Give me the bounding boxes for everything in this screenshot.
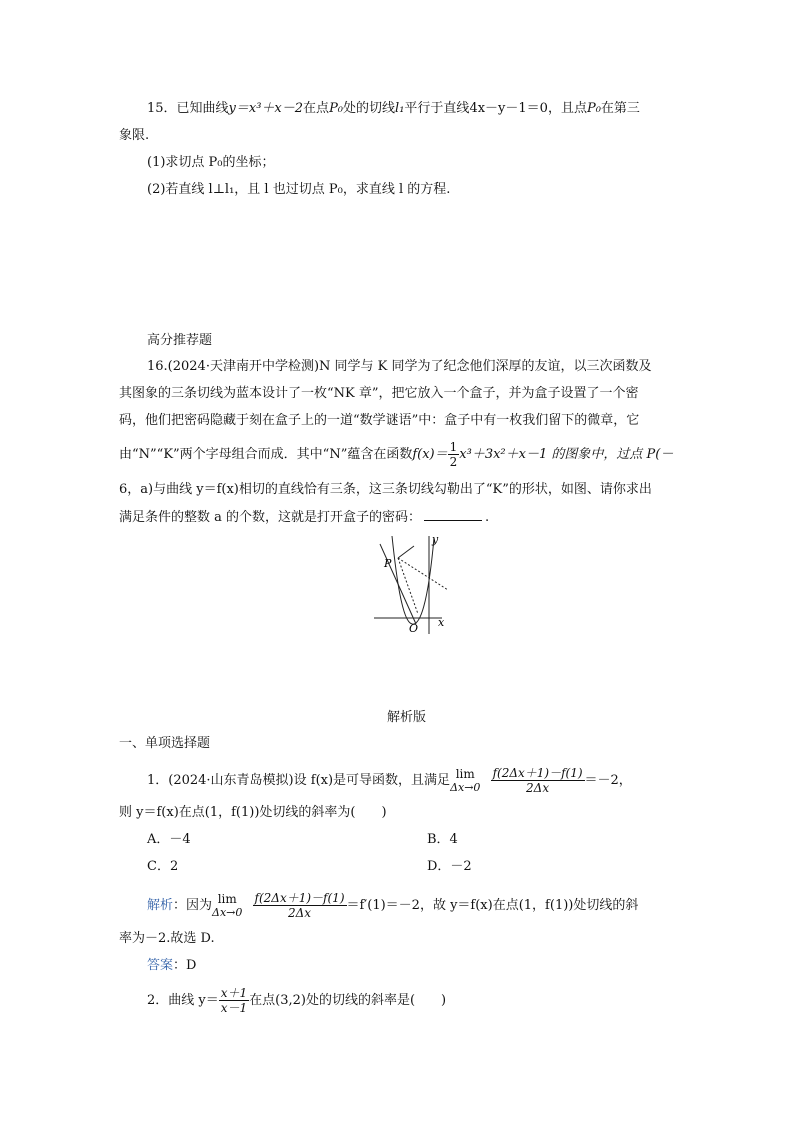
q15-point: P₀	[586, 101, 601, 116]
solution-label: 解析	[147, 898, 174, 913]
frac-denominator: 2	[449, 455, 458, 469]
q15-line2: 象限.	[119, 128, 150, 143]
q1-sol-fraction	[253, 891, 347, 920]
q16-text: .	[485, 510, 490, 525]
q2-text: 2．曲线 y＝	[147, 993, 219, 1008]
frac-denominator: 2Δx	[253, 905, 347, 920]
lim-sub: Δx→0	[212, 905, 243, 919]
label-P: P	[384, 557, 392, 570]
section-single-choice: 一、单项选择题	[119, 736, 211, 751]
q1-text: ＝f′(1)＝－2，故 y＝f(x)在点(1，f(1))处切线的斜	[346, 898, 639, 913]
limit	[450, 768, 480, 794]
lim-word: lim	[455, 766, 475, 781]
q15-tangent: l₁	[395, 101, 405, 116]
frac-denominator: 2Δx	[491, 780, 585, 795]
lim-sub: Δx→0	[450, 780, 481, 794]
q15-line-eq: 4x－y－1＝0	[469, 101, 548, 116]
q16-line4	[119, 440, 673, 469]
q15-point: P₀	[329, 101, 344, 116]
q1-solution-line2: 率为－2.故选 D.	[119, 931, 215, 946]
frac-numerator: f(2Δx＋1)－f(1)	[254, 891, 345, 905]
q2-fraction	[219, 986, 249, 1015]
label-O: O	[409, 622, 419, 635]
q16-line6	[119, 509, 489, 526]
q15-text: 15．已知曲线	[147, 101, 229, 116]
label-y: y	[432, 534, 439, 546]
q15-text: ，且点	[547, 101, 587, 116]
frac-numerator: f(2Δx＋1)－f(1)	[492, 766, 583, 780]
q1-solution-line1	[147, 891, 638, 920]
q1-text: ＝－2，	[584, 773, 632, 788]
q1-text: 1．(2024·山东青岛模拟)设 f(x)是可导函数，且满足	[147, 773, 451, 788]
q16-line3: 码，他们把密码隐藏于刻在盒子上的一道“数学谜语”中：盒子中有一枚我们留下的微章，它	[119, 413, 640, 428]
answer-label: 答案	[147, 958, 174, 973]
q1-text: ：因为	[173, 898, 213, 913]
q15-text: 在第三	[600, 101, 640, 116]
q16-text: 满足条件的整数 a 的个数，这就是打开盒子的密码：	[119, 510, 422, 525]
q15-text: 平行于直线	[404, 101, 470, 116]
q16-line5: 6，a)与曲线 y＝f(x)相切的直线恰有三条，这三条切线勾勒出了“K”的形状，如图、请你求出	[119, 482, 652, 497]
q1-answer	[147, 958, 196, 974]
cubic-curve	[392, 536, 434, 624]
answer-section-title: 解析版	[387, 710, 427, 725]
q2-text: 在点(3,2)处的切线的斜率是( )	[249, 993, 447, 1008]
q16-function: f(x)＝	[412, 447, 448, 462]
section-high-score: 高分推荐题	[147, 333, 213, 348]
q15-curve: y＝x³＋x－2	[228, 101, 304, 116]
q15-part2: (2)若直线 l⊥l₁，且 l 也过切点 P₀，求直线 l 的方程.	[147, 182, 451, 197]
frac-numerator: x＋1	[220, 986, 248, 1000]
q16-text: 由“N”“K”两个字母组合而成．其中“N”蕴含在函数	[119, 447, 413, 462]
q15-line1	[147, 101, 640, 117]
q16-line2: 其图象的三条切线为蓝本设计了一枚“NK 章”，把它放入一个盒子，并为盒子设置了一个密	[119, 386, 639, 401]
q15-text: 在点	[303, 101, 330, 116]
answer-blank[interactable]	[424, 509, 482, 521]
q16-text: x³＋3x²＋x－1 的图象中，过点 P(－	[459, 447, 674, 462]
q1-option-d[interactable]: D．－2	[427, 859, 472, 874]
tangent-line-4	[398, 546, 414, 558]
q16-line1: 16.(2024·天津南开中学检测)N 同学与 K 同学为了纪念他们深厚的友谊，以三次函数及	[147, 359, 652, 374]
frac-denominator: x－1	[220, 1001, 248, 1015]
q1-fraction	[491, 766, 585, 795]
q1-answer-value: ：D	[173, 958, 197, 973]
tangent-line-3	[398, 558, 448, 590]
tangent-figure	[372, 534, 452, 638]
q1-option-c[interactable]: C．2	[147, 859, 179, 874]
q15-part1: (1)求切点 P₀的坐标；	[147, 155, 275, 170]
q1-option-b[interactable]: B．4	[427, 832, 458, 847]
q2-line1	[147, 986, 446, 1015]
q15-text: 处的切线	[343, 101, 396, 116]
q1-option-a[interactable]: A．－4	[147, 832, 191, 847]
q16-fraction	[448, 440, 460, 469]
frac-numerator: 1	[449, 440, 458, 454]
q1-line1	[147, 766, 632, 795]
limit	[212, 893, 242, 919]
lim-word: lim	[217, 891, 237, 906]
label-x: x	[438, 616, 445, 629]
tangent-line-1	[380, 544, 416, 624]
q1-line2: 则 y＝f(x)在点(1，f(1))处切线的斜率为( )	[119, 805, 387, 820]
